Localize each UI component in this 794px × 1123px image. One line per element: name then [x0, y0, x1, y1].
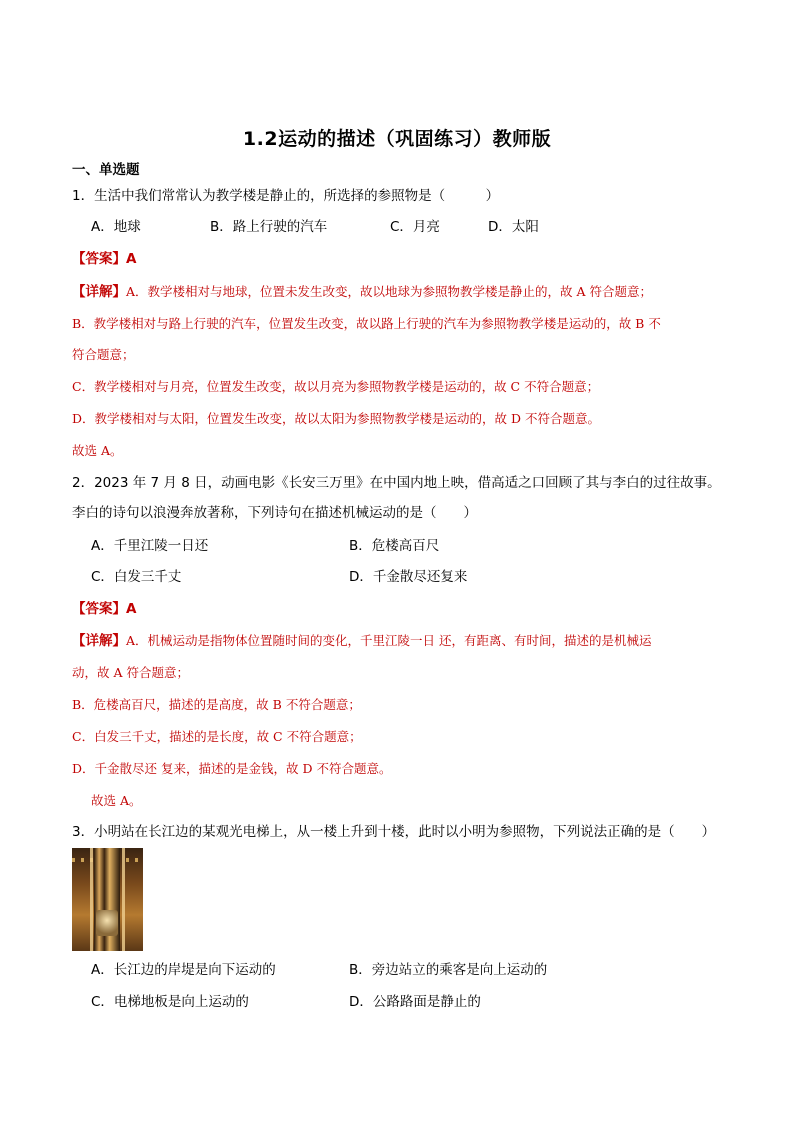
question-2-stem-line-2: 李白的诗句以浪漫奔放著称，下列诗句在描述机械运动的是（ ）: [72, 505, 477, 521]
q3-option-d: D．公路路面是静止的: [349, 994, 481, 1010]
q1-detail-line-3: 符合题意；: [72, 347, 135, 362]
photo-rail-left: [90, 848, 93, 951]
q1-answer-label: 【答案】: [72, 251, 126, 267]
elevator-photo: [72, 848, 143, 951]
q1-detail-line-6: 故选 A。: [72, 443, 123, 458]
q2-detail-line-2: 动，故 A 符合题意；: [72, 665, 189, 680]
q2-detail-line-4: C．白发三千丈，描述的是长度，故 C 不符合题意；: [72, 729, 362, 744]
q1-detail-line-1: [72, 282, 652, 302]
q2-answer-value: A: [126, 601, 137, 617]
q2-answer-label: 【答案】: [72, 601, 126, 617]
q1-option-b: B．路上行驶的汽车: [210, 219, 328, 235]
q2-option-a: A．千里江陵一日还: [91, 538, 209, 554]
q2-detail-line-5: D．千金散尽还 复来，描述的是金钱，故 D 不符合题意。: [72, 761, 392, 776]
q1-detail-line-2: B．教学楼相对与路上行驶的汽车，位置发生改变，故以路上行驶的汽车为参照物教学楼是运动的，故 B 不: [72, 316, 661, 331]
q1-detail-line-4: C．教学楼相对与月亮，位置发生改变，故以月亮为参照物教学楼是运动的，故 C 不符合题意；: [72, 379, 600, 394]
q1-answer-value: A: [126, 251, 137, 267]
q3-option-c: C．电梯地板是向上运动的: [91, 994, 249, 1010]
question-2-stem-line-1: 2．2023 年 7 月 8 日，动画电影《长安三万里》在中国内地上映，借高适之口回顾了其与李白的过往故事。: [72, 475, 721, 491]
q3-option-a: A．长江边的岸堤是向下运动的: [91, 962, 276, 978]
q2-detail-line-3: B．危楼高百尺，描述的是高度，故 B 不符合题意；: [72, 697, 361, 712]
photo-rail-right: [122, 848, 125, 951]
q2-option-c: C．白发三千丈: [91, 569, 182, 585]
q2-option-b: B．危楼高百尺: [349, 538, 440, 554]
q2-option-d: D．千金散尽还复来: [349, 569, 468, 585]
q1-option-a: A．地球: [91, 219, 141, 235]
question-1-stem: 1．生活中我们常常认为教学楼是静止的，所选择的参照物是（ ）: [72, 188, 500, 204]
q2-detail-text-1: A．机械运动是指物体位置随时间的变化，千里江陵一日 还，有距离、有时间，描述的是机械运: [126, 633, 652, 648]
q1-answer: [72, 249, 136, 269]
q3-option-b: B．旁边站立的乘客是向上运动的: [349, 962, 548, 978]
q2-detail-line-6: 故选 A。: [91, 793, 142, 808]
section-heading: 一、单选题: [72, 162, 140, 178]
page-title: 1.2运动的描述（巩固练习）教师版: [242, 128, 552, 150]
q2-detail-label: 【详解】: [72, 633, 126, 649]
q1-detail-text-1: A．教学楼相对与地球，位置未发生改变，故以地球为参照物教学楼是静止的，故 A 符合题意；: [126, 284, 653, 299]
q2-detail-line-1: [72, 631, 652, 651]
q1-detail-label: 【详解】: [72, 284, 126, 300]
q1-detail-line-5: D．教学楼相对与太阳，位置发生改变，故以太阳为参照物教学楼是运动的，故 D 不符合题意。: [72, 411, 600, 426]
q1-option-c: C．月亮: [390, 219, 440, 235]
q2-answer: [72, 599, 136, 619]
question-3-stem: 3．小明站在长江边的某观光电梯上，从一楼上升到十楼，此时以小明为参照物，下列说法正确的是（ ）: [72, 824, 716, 840]
photo-elevator-cab: [96, 910, 118, 936]
q1-option-d: D．太阳: [488, 219, 539, 235]
